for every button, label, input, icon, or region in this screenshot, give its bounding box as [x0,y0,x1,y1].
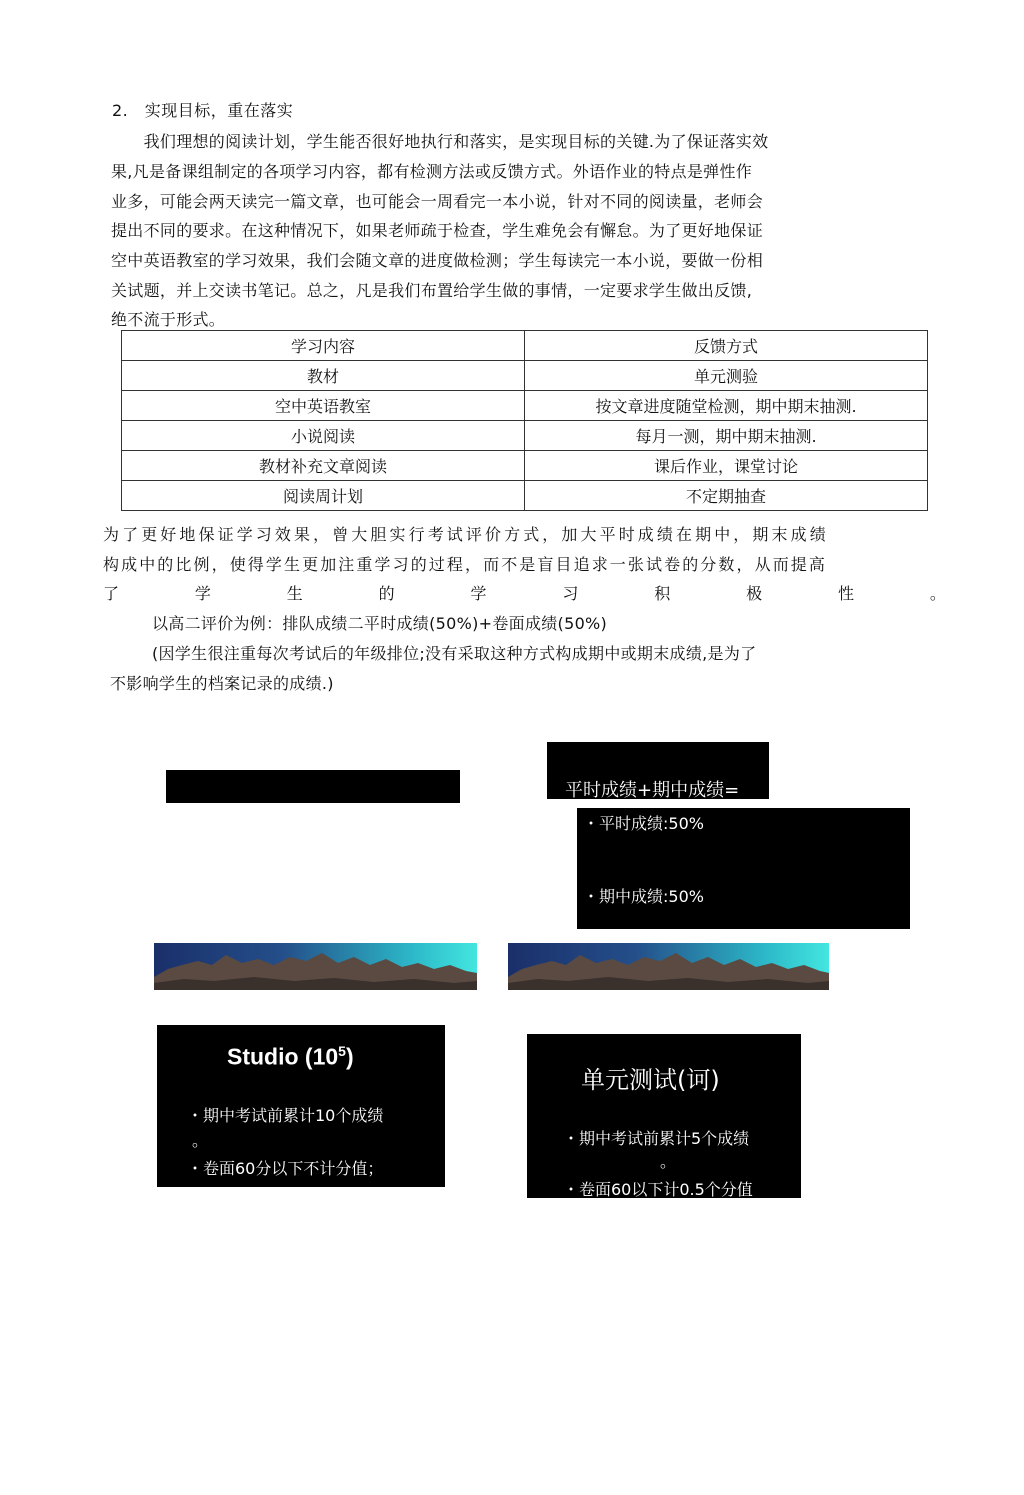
note-line: (因学生很注重每次考试后的年级排位;没有采取这种方式构成期中或期末成绩,是为了 [152,644,757,663]
mountain-icon [508,943,829,990]
para2-char: 。 [929,584,946,603]
para2-char: 积 [654,584,671,603]
table-row [122,481,928,511]
studio-bullet: ・期中考试前累计10个成绩 [187,1106,384,1125]
table-header-cell: 学习内容 [122,331,525,361]
table-cell: 课后作业，课堂讨论 [525,451,928,481]
studio-slide [157,1025,445,1187]
para1-line: 业多，可能会两天读完一篇文章，也可能会一周看完一本小说，针对不同的阅读量，老师会 [111,192,764,211]
para2-char: 性 [838,584,855,603]
formula-title: 平时成绩+期中成绩= [565,780,740,801]
para2-char: 学 [194,584,211,603]
mountain-icon [154,943,477,990]
mountain-banner-image [508,943,829,990]
studio-title-text: Studio (10 [227,1043,339,1070]
para1-line: 关试题，并上交读书笔记。总之，凡是我们布置给学生做的事情，一定要求学生做出反馈, [111,281,753,300]
studio-title-end: ) [345,1043,354,1070]
para2-line: 为了更好地保证学习效果，曾大胆实行考试评价方式，加大平时成绩在期中，期末成绩 [103,525,829,544]
para2-line: 构成中的比例，使得学生更加注重学习的过程，而不是盲目追求一张试卷的分数，从而提高 [103,555,828,574]
para2-char: 了 [103,584,120,603]
unit-bullet: ・期中考试前累计5个成绩 [563,1129,750,1148]
table-cell: 单元测验 [525,361,928,391]
unit-bullet: ・卷面60以下计0.5个分值 [563,1180,753,1198]
para1-line: 提出不同的要求。在这种情况下，如果老师疏于检查，学生难免会有懈怠。为了更好地保证 [111,221,764,240]
section-heading: 2. 实现目标，重在落实 [112,101,294,120]
para1-line: 绝不流于形式。 [111,310,226,329]
studio-bullet: ・卷面60分以下不计分值； [187,1159,384,1178]
example-line: 以高二评价为例：排队成绩二平时成绩(50%)+卷面成绩(50%) [152,614,608,633]
table-row [122,391,928,421]
studio-bullet: 。 [192,1131,209,1150]
para2-char: 学 [470,584,487,603]
para2-line-spread [103,581,946,604]
table-cell: 教材 [122,361,525,391]
table-cell: 小说阅读 [122,421,525,451]
note-line: 不影响学生的档案记录的成绩.) [110,674,334,693]
table-cell: 阅读周计划 [122,481,525,511]
table-header-cell: 反馈方式 [525,331,928,361]
para2-char: 的 [378,584,395,603]
table-cell: 每月一测，期中期末抽测. [525,421,928,451]
table-cell: 空中英语教室 [122,391,525,421]
para1-line: 空中英语教室的学习效果，我们会随文章的进度做检测；学生每读完一本小说，要做一份相 [111,251,764,270]
formula-bullet: ・平时成绩:50% [583,814,704,833]
unit-bullet: 。 [660,1152,677,1171]
para1-line: 我们理想的阅读计划，学生能否很好地执行和落实，是实现目标的关键.为了保证落实效 [111,132,769,151]
para2-char: 习 [562,584,579,603]
mountain-banner-image [154,943,477,990]
table-row [122,361,928,391]
para2-char: 极 [746,584,763,603]
unit-test-slide [527,1034,801,1198]
slide-title-bar-empty [166,770,460,803]
para2-char: 生 [286,584,303,603]
table-header-row [122,331,928,361]
table-cell: 教材补充文章阅读 [122,451,525,481]
studio-title [227,1043,354,1071]
formula-bullets-box [577,808,910,929]
formula-bullet: ・期中成绩:50% [583,887,704,906]
unit-title: 单元测试(诃) [581,1066,720,1094]
formula-title-box [547,742,769,799]
feedback-table [121,330,928,511]
table-row [122,451,928,481]
table-row [122,421,928,451]
studio-title-sup: 5 [338,1043,346,1059]
table-cell: 按文章进度随堂检测，期中期末抽测. [525,391,928,421]
para1-line: 果,凡是备课组制定的各项学习内容，都有检测方法或反馈方式。外语作业的特点是弹性作 [111,162,753,181]
table-cell: 不定期抽查 [525,481,928,511]
